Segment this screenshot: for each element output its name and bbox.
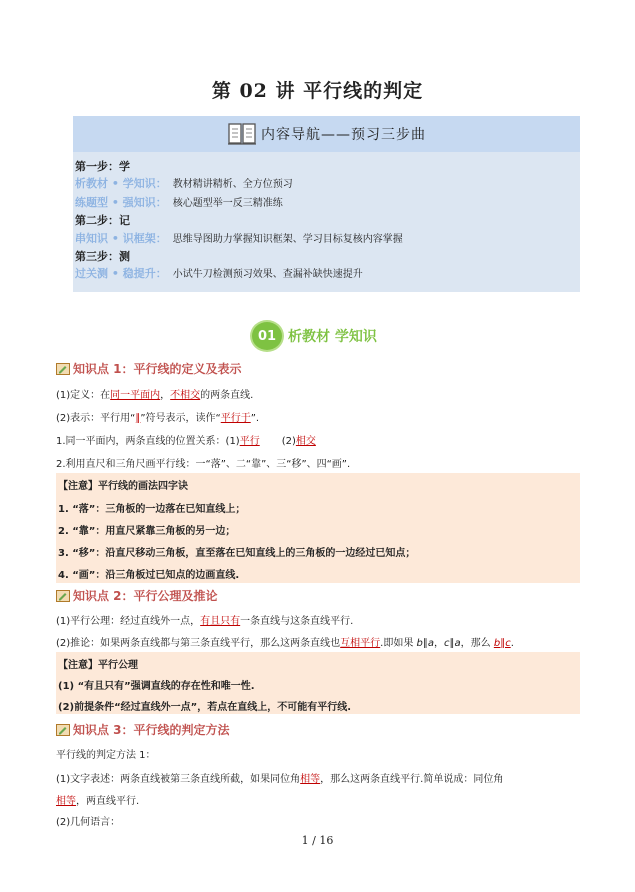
nav-item-key: 析教材 • 学知识： (75, 177, 167, 191)
method-1-text-line-2 (56, 792, 139, 807)
text-run: 的两条直线. (200, 390, 254, 401)
page-number: 1 / 16 (301, 834, 334, 847)
section-number-badge: 01 (250, 320, 284, 352)
nav-item-test (75, 265, 403, 283)
text-run: (1)文字表述：两条直线被第三条直线所截，如果同位角 (56, 774, 301, 785)
answer-blank: b∥c (493, 638, 511, 649)
text-run: .即如果 (380, 638, 417, 649)
content-nav-header (73, 116, 580, 152)
note-item: (2)前提条件“经过直线外一点”，若点在直线上，不可能有平行线. (58, 702, 352, 713)
nav-item-study (75, 175, 403, 193)
text-run: (1)平行公理：经过直线外一点， (56, 616, 201, 627)
text-run: 1.同一平面内，两条直线的位置关系：(1) (56, 436, 240, 447)
answer-blank: 互相平行 (340, 638, 381, 649)
note-item: 1. “落”：三角板的一边落在已知直线上； (58, 504, 246, 515)
answer-blank: 平行 (239, 436, 260, 447)
corollary-line (56, 634, 514, 649)
answer-blank: 有且只有 (200, 616, 241, 627)
note-item: 3. “移”：沿直尺移动三角板，直至落在已知直线上的三角板的一边经过已知点； (58, 548, 416, 559)
section-heading (250, 320, 377, 352)
nav-step-list (75, 158, 403, 284)
text-run: ，那么 (460, 638, 494, 649)
knowledge-point-3-label: 知识点 3：平行线的判定方法 (73, 723, 230, 737)
nav-item-desc: 教材精讲精析、全方位预习 (172, 179, 293, 191)
text-run: ，那么这两条直线平行.简单说成：同位角 (320, 774, 504, 785)
section-name: 析教材 学知识 (288, 329, 377, 345)
pencil-note-icon (56, 590, 70, 602)
knowledge-point-1-title (56, 360, 242, 377)
text-run: ， (160, 390, 171, 401)
nav-item-desc: 思维导图助力掌握知识框架、学习目标复核内容掌握 (172, 233, 403, 245)
nav-item-desc: 核心题型举一反三精准练 (172, 197, 283, 209)
answer-blank: ∥ (135, 413, 141, 424)
content-nav-box (73, 116, 580, 292)
answer-blank: 相等 (300, 774, 321, 785)
nav-item-key: 练题型 • 强知识： (75, 195, 167, 209)
nav-item-practice (75, 194, 403, 212)
nav-item-desc: 小试牛刀检测预习效果、查漏补缺快速提升 (172, 269, 363, 281)
answer-blank: 相交 (295, 436, 316, 447)
knowledge-point-2-title (56, 587, 218, 604)
text-run: (2) (281, 436, 296, 447)
text-run: (2)表示：平行用“ (56, 413, 136, 424)
answer-blank: 平行于 (220, 413, 251, 424)
note-item: 2. “靠”：用直尺紧靠三角板的另一边； (58, 526, 236, 537)
nav-step-1-heading: 第一步：学 (75, 160, 130, 173)
math-expression: c∥a (444, 638, 461, 649)
nav-item-key: 过关测 • 稳提升： (75, 267, 167, 281)
text-run: ”符号表示，读作“ (140, 413, 221, 424)
note-title: 【注意】平行公理 (58, 660, 138, 671)
note-item: 4. “画”：沿三角板过已知点的边画直线. (58, 570, 240, 581)
page-title: 第 02 讲 平行线的判定 (211, 80, 424, 102)
knowledge-point-2-label: 知识点 2：平行公理及推论 (73, 589, 218, 603)
text-run: 一条直线与这条直线平行. (240, 616, 354, 627)
definition-line (56, 386, 253, 401)
knowledge-point-1-label: 知识点 1：平行线的定义及表示 (73, 362, 242, 376)
note-box-drawing (56, 473, 580, 583)
text-run: ，两直线平行. (76, 796, 140, 807)
position-relation-line (56, 432, 316, 447)
note-title: 【注意】平行线的画法四字诀 (58, 481, 188, 492)
nav-item-framework (75, 230, 403, 248)
note-box-axiom (56, 652, 580, 714)
drawing-method-line: 2.利用直尺和三角尺画平行线：一“落”、二“靠”、三“移”、四“画”. (56, 459, 351, 470)
axiom-line (56, 612, 353, 627)
geometric-language-line: (2)几何语言： (56, 817, 121, 828)
note-item: (1) “有且只有”强调直线的存在性和唯一性. (58, 681, 255, 692)
pencil-note-icon (56, 363, 70, 375)
text-run: . (510, 638, 514, 649)
answer-blank: 同一平面内 (110, 390, 161, 401)
method-1-heading: 平行线的判定方法 1： (56, 750, 156, 761)
pencil-note-icon (56, 724, 70, 736)
nav-item-key: 串知识 • 识框架： (75, 231, 167, 245)
answer-blank: 不相交 (170, 390, 201, 401)
text-run: ”. (250, 413, 260, 424)
book-icon (227, 121, 257, 147)
representation-line (56, 409, 259, 424)
method-1-text-line-1 (56, 770, 503, 785)
nav-step-3-heading: 第三步：测 (75, 250, 130, 264)
text-run: (1)定义：在 (56, 390, 111, 401)
content-nav-title: 内容导航——预习三步曲 (261, 127, 426, 143)
knowledge-point-3-title (56, 721, 230, 738)
nav-step-2-heading: 第二步：记 (75, 214, 130, 228)
text-run: ， (434, 638, 445, 649)
math-expression: b∥a (416, 638, 435, 649)
answer-blank: 相等 (56, 796, 76, 807)
text-run: (2)推论：如果两条直线都与第三条直线平行，那么这两条直线也 (56, 638, 341, 649)
